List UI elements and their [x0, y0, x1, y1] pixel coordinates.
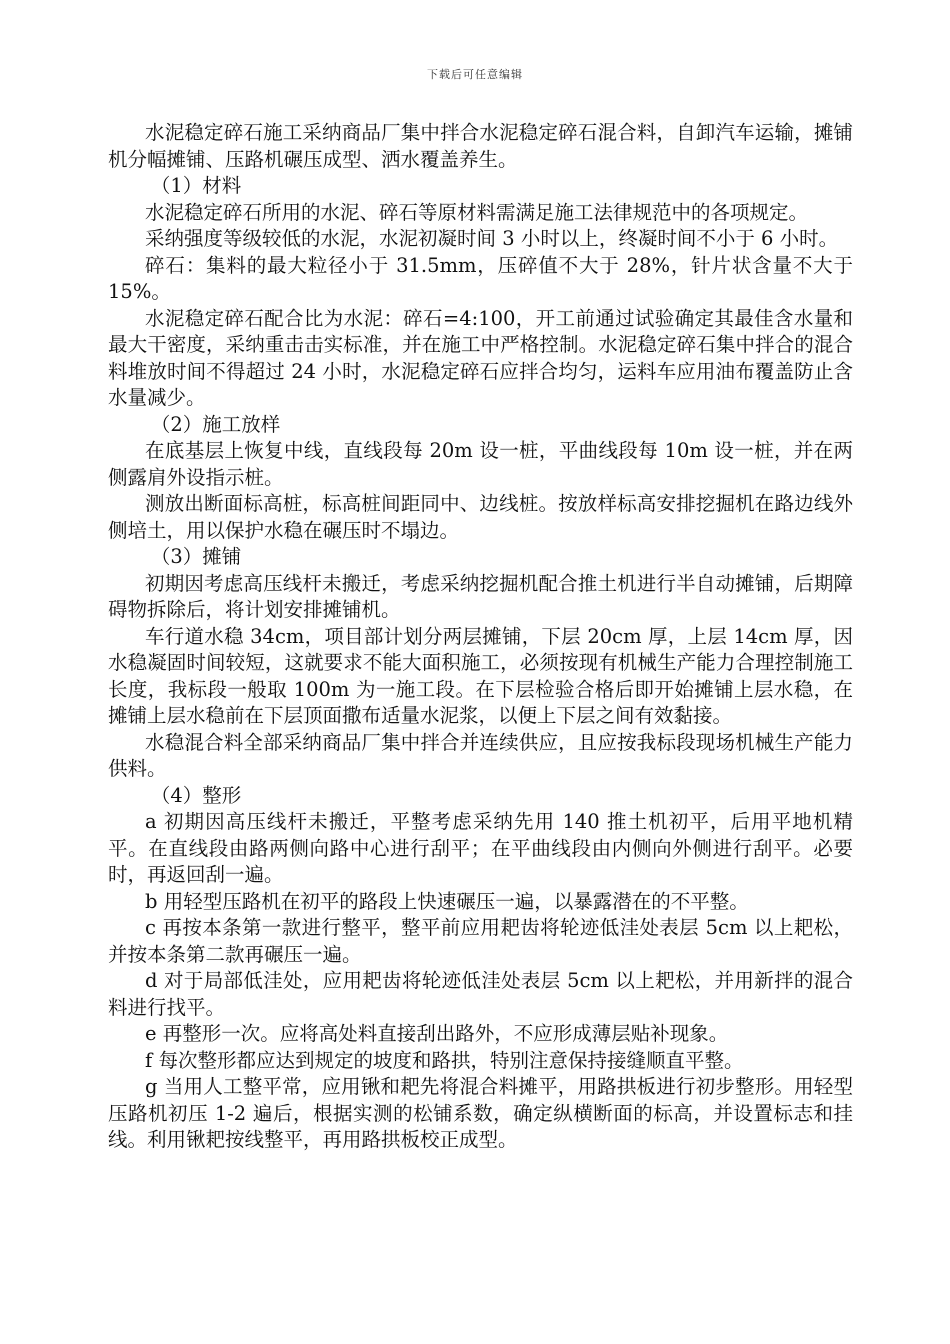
paragraph: 初期因考虑高压线杆未搬迁，考虑采纳挖掘机配合推土机进行半自动摊铺，后期障碍物拆除后，将计划安排摊铺机。	[108, 571, 853, 621]
page-header: 下载后可任意编辑	[427, 68, 523, 81]
list-item: b 用轻型压路机在初平的路段上快速碾压一遍，以暴露潜在的不平整。	[145, 889, 749, 913]
list-item: f 每次整形都应达到规定的坡度和路拱，特别注意保持接缝顺直平整。	[145, 1048, 744, 1072]
section-heading-materials: （1）材料	[150, 174, 242, 197]
paragraph: 在底基层上恢复中线，直线段每 20m 设一桩，平曲线段每 10m 设一桩，并在两侧露肩外设指示桩。	[108, 439, 853, 489]
paragraph: 车行道水稳 34cm，项目部计划分两层摊铺，下层 20cm 厚，上层 14cm 厚，因水稳凝固时间较短，这就要求不能大面积施工，必须按现有机械生产能力合理控制施工长度，我标段一般取 100m 为一施工段。在下层检验合格后即开始摊铺上层水稳，在摊铺上层水稳前在下层顶面撒布适量水泥浆，以便上下层之间有效黏接。	[108, 624, 853, 727]
list-item: g 当用人工整平常，应用锹和耙先将混合料摊平，用路拱板进行初步整形。用轻型压路机初压 1-2 遍后，根据实测的松铺系数，确定纵横断面的标高，并设置标志和挂线。利用锹耙按线整平，再用路拱板校正成型。	[108, 1075, 853, 1151]
list-item: d 对于局部低洼处，应用耙齿将轮迹低洼处表层 5cm 以上耙松，并用新拌的混合料进行找平。	[108, 969, 853, 1019]
list-item: e 再整形一次。应将高处料直接刮出路外，不应形成薄层贴补现象。	[145, 1022, 729, 1045]
paragraph-intro: 水泥稳定碎石施工采纳商品厂集中拌合水泥稳定碎石混合料，自卸汽车运输，摊铺机分幅摊铺、压路机碾压成型、洒水覆盖养生。	[108, 121, 853, 171]
document-body	[108, 120, 853, 1154]
paragraph: 碎石：集料的最大粒径小于 31.5mm，压碎值不大于 28%，针片状含量不大于 15%。	[108, 253, 853, 303]
section-heading-layout: （2）施工放样	[150, 412, 281, 436]
list-item: c 再按本条第一款进行整平，整平前应用耙齿将轮迹低洼处表层 5cm 以上耙松，并按本条第二款再碾压一遍。	[108, 916, 853, 966]
paragraph: 水稳混合料全部采纳商品厂集中拌合并连续供应，且应按我标段现场机械生产能力供料。	[108, 730, 853, 780]
paragraph: 测放出断面标高桩，标高桩间距同中、边线桩。按放样标高安排挖掘机在路边线外侧培土，用以保护水稳在碾压时不塌边。	[108, 492, 853, 542]
list-item: a 初期因高压线杆未搬迁，平整考虑采纳先用 140 推土机初平，后用平地机精平。在直线段由路两侧向路中心进行刮平；在平曲线段由内侧向外侧进行刮平。必要时，再返回刮一遍。	[108, 810, 853, 886]
section-heading-shaping: （4）整形	[150, 783, 242, 807]
paragraph: 采纳强度等级较低的水泥，水泥初凝时间 3 小时以上，终凝时间不小于 6 小时。	[145, 227, 839, 250]
section-heading-paving: （3）摊铺	[150, 545, 242, 568]
paragraph: 水泥稳定碎石配合比为水泥：碎石=4:100，开工前通过试验确定其最佳含水量和最大干密度，采纳重击击实标准，并在施工中严格控制。水泥稳定碎石集中拌合的混合料堆放时间不得超过 24 小时，水泥稳定碎石应拌合均匀，运料车应用油布覆盖防止含水量减少。	[108, 306, 853, 409]
paragraph: 水泥稳定碎石所用的水泥、碎石等原材料需满足施工法律规范中的各项规定。	[145, 200, 809, 224]
